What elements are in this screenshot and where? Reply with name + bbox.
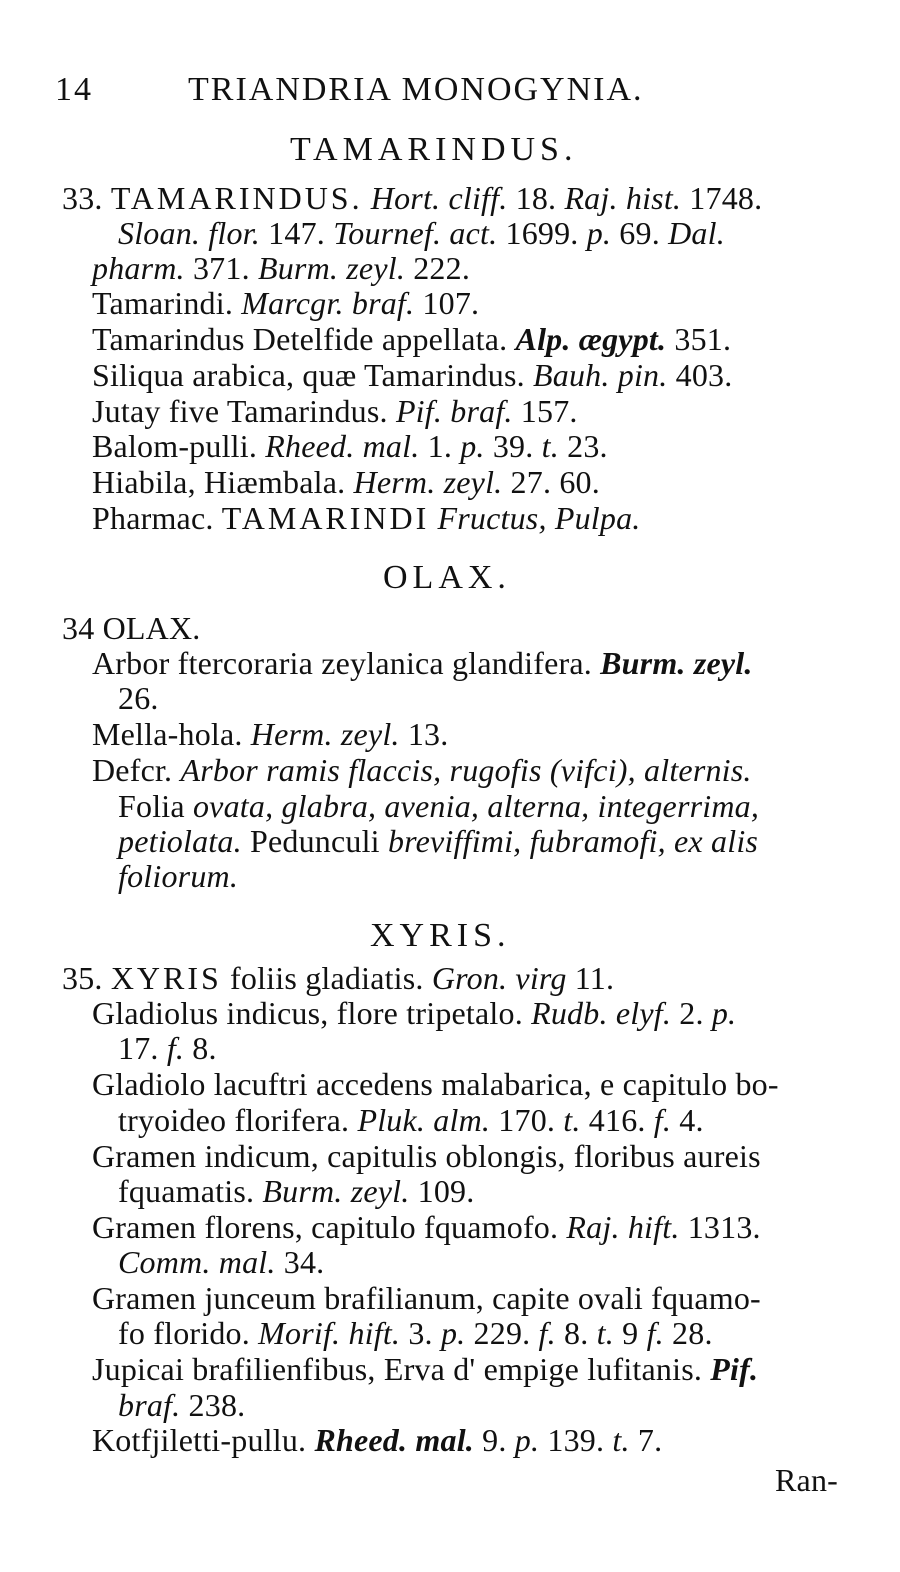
text-run: Tamarindus Detelfide appellata.	[92, 321, 516, 357]
text-run: Raj. hist.	[564, 180, 682, 216]
text-run: p.	[514, 1422, 540, 1458]
text-run: Marcgr. braf.	[241, 285, 415, 321]
text-run: 371.	[184, 250, 258, 286]
text-line	[118, 823, 758, 859]
text-run: 1699.	[497, 215, 587, 251]
page-number: 14	[55, 71, 93, 108]
text-run: Alp. ægypt.	[515, 321, 667, 357]
text-run: Arbor ftercoraria zeylanica glandifera.	[92, 645, 601, 681]
text-run: 2.	[671, 995, 712, 1031]
text-run: Morif. hift.	[258, 1315, 401, 1351]
text-run: 229.	[465, 1315, 539, 1351]
text-line	[118, 1173, 474, 1209]
text-run: 8.	[184, 1030, 217, 1066]
text-line	[92, 321, 731, 357]
text-run: 170.	[490, 1102, 564, 1138]
text-run: f.	[166, 1030, 185, 1066]
text-run: 23.	[558, 428, 608, 464]
text-line	[92, 250, 470, 286]
text-line	[92, 645, 753, 681]
text-run: 17.	[118, 1030, 167, 1066]
text-run: Pharmac.	[92, 500, 222, 536]
text-run: t.	[612, 1422, 630, 1458]
text-run: Pif. braf.	[395, 393, 513, 429]
text-run: 222.	[405, 250, 471, 286]
text-line	[92, 1351, 758, 1387]
text-run: Pedunculi	[241, 823, 388, 859]
text-run: 18.	[515, 180, 565, 216]
text-line	[118, 1387, 245, 1423]
text-line	[92, 464, 600, 500]
text-run: foliorum.	[118, 858, 239, 894]
text-run: Arbor ramis flaccis, rugofis (vifci), alternis.	[180, 752, 752, 788]
text-line	[118, 1030, 217, 1066]
text-line	[92, 1209, 761, 1245]
text-line	[92, 716, 448, 752]
text-run: Bauh. pin.	[533, 357, 668, 393]
text-run: 28.	[663, 1315, 713, 1351]
text-line	[118, 788, 759, 824]
text-run: 9	[613, 1315, 647, 1351]
text-run: Burm. zeyl.	[600, 645, 753, 681]
section-title-xyris: XYRIS.	[370, 917, 511, 954]
text-run: Hort. cliff.	[362, 180, 516, 216]
text-line	[62, 960, 614, 996]
text-run: Jutay five Tamarindus.	[92, 393, 396, 429]
text-line	[118, 1315, 713, 1351]
text-run: Jupicai brafilienfibus, Erva d' empige lufitanis.	[92, 1351, 711, 1387]
text-run: t.	[563, 1102, 581, 1138]
text-run: Gramen indicum, capitulis oblongis, floribus aureis	[92, 1138, 761, 1174]
text-run: Tamarindi.	[92, 285, 242, 321]
text-run: Fructus, Pulpa.	[429, 500, 641, 536]
text-line	[118, 1102, 704, 1138]
text-run: Folia	[118, 788, 193, 824]
text-run: p.	[711, 995, 737, 1031]
text-line	[92, 752, 752, 788]
text-run: Balom-pulli.	[92, 428, 266, 464]
text-run: 1748.	[681, 180, 763, 216]
text-run: Pif.	[710, 1351, 759, 1387]
text-run: f.	[538, 1315, 556, 1351]
text-line	[92, 428, 608, 464]
text-run: 8.	[555, 1315, 597, 1351]
text-run: braf.	[118, 1387, 181, 1423]
text-run: Raj. hift.	[566, 1209, 680, 1245]
text-run: f.	[653, 1102, 672, 1138]
catchword: Ran-	[775, 1462, 839, 1498]
text-run: Mella-hola.	[92, 716, 251, 752]
text-run: 26.	[118, 680, 159, 716]
text-run: Sloan. flor.	[118, 215, 260, 251]
text-run: pharm.	[92, 250, 185, 286]
text-run: p.	[586, 215, 612, 251]
text-run: tryoideo florifera.	[118, 1102, 358, 1138]
running-title: TRIANDRIA MONOGYNIA.	[188, 71, 644, 108]
text-run: 35.	[62, 960, 111, 996]
text-line	[92, 285, 479, 321]
text-run: Gron. virg	[431, 960, 567, 996]
text-run: p.	[460, 428, 485, 464]
text-run: fquamatis.	[118, 1173, 263, 1209]
text-run: Gramen florens, capitulo fquamofo.	[92, 1209, 567, 1245]
text-line	[92, 995, 736, 1031]
text-run: Rheed. mal.	[265, 428, 420, 464]
text-run: 9.	[473, 1422, 515, 1458]
text-line	[62, 180, 762, 216]
text-run: 13.	[399, 716, 449, 752]
text-line	[92, 1066, 779, 1102]
text-run: 34.	[275, 1244, 325, 1280]
text-run: TAMARINDI	[221, 500, 430, 536]
text-run: Hiabila, Hiæmbala.	[92, 464, 354, 500]
text-run: 1313.	[679, 1209, 761, 1245]
text-run: breviffimi, fubramofi, ex alis	[387, 823, 759, 859]
text-run: XYRIS	[110, 960, 222, 996]
text-run: TAMARINDUS.	[110, 180, 363, 216]
text-line	[92, 393, 578, 429]
text-run: Kotfjiletti-pullu.	[92, 1422, 315, 1458]
text-run: 403.	[667, 357, 733, 393]
text-line	[62, 610, 200, 646]
text-run: Gladiolo lacuftri accedens malabarica, e capitulo bo-	[92, 1066, 779, 1102]
text-line	[92, 1138, 761, 1174]
text-run: Dal.	[668, 215, 725, 251]
text-run: 33.	[62, 180, 111, 216]
text-run: 7.	[629, 1422, 663, 1458]
text-line	[92, 357, 732, 393]
text-run: 39.	[484, 428, 542, 464]
text-run: Herm. zeyl.	[250, 716, 400, 752]
text-line	[118, 1244, 324, 1280]
text-run: Defcr.	[92, 752, 181, 788]
text-run: foliis gladiatis.	[221, 960, 432, 996]
text-line	[92, 1422, 662, 1458]
text-run: Comm. mal.	[118, 1244, 276, 1280]
text-run: t.	[596, 1315, 614, 1351]
text-line	[92, 500, 640, 536]
text-run: 11.	[566, 960, 615, 996]
text-run: Gramen junceum brafilianum, capite ovali fquamo-	[92, 1280, 761, 1316]
text-run: 107.	[414, 285, 480, 321]
text-run: Pluk. alm.	[357, 1102, 491, 1138]
text-run: 34 OLAX.	[62, 610, 201, 646]
text-run: 27. 60.	[502, 464, 600, 500]
text-run: 3.	[400, 1315, 441, 1351]
text-run: 351.	[666, 321, 732, 357]
text-run: 238.	[180, 1387, 246, 1423]
text-run: Burm. zeyl.	[257, 250, 406, 286]
text-line	[118, 680, 159, 716]
text-line	[118, 215, 725, 251]
text-run: Herm. zeyl.	[353, 464, 503, 500]
text-run: t.	[541, 428, 559, 464]
text-run: petiolata.	[118, 823, 242, 859]
text-run: Tournef. act.	[333, 215, 498, 251]
section-title-tamarindus: TAMARINDUS.	[290, 131, 578, 168]
text-run: Siliqua arabica, quæ Tamarindus.	[92, 357, 534, 393]
text-run: 4.	[671, 1102, 704, 1138]
text-run: 1.	[419, 428, 461, 464]
text-run: 109.	[409, 1173, 475, 1209]
text-run: 139.	[539, 1422, 613, 1458]
text-run: 69.	[611, 215, 669, 251]
text-run: 147.	[259, 215, 334, 251]
text-run: 157.	[512, 393, 578, 429]
text-line	[92, 1280, 761, 1316]
text-run: p.	[440, 1315, 466, 1351]
text-run: Rheed. mal.	[314, 1422, 474, 1458]
text-run: ovata, glabra, avenia, alterna, integerrima,	[192, 788, 760, 824]
text-run: Burm. zeyl.	[262, 1173, 410, 1209]
text-run: Gladiolus indicus, flore tripetalo.	[92, 995, 532, 1031]
text-run: Rudb. elyf.	[531, 995, 672, 1031]
text-line	[118, 858, 238, 894]
text-run: fo florido.	[118, 1315, 259, 1351]
section-title-olax: OLAX.	[383, 559, 511, 596]
text-run: f.	[646, 1315, 664, 1351]
text-run: 416.	[580, 1102, 654, 1138]
